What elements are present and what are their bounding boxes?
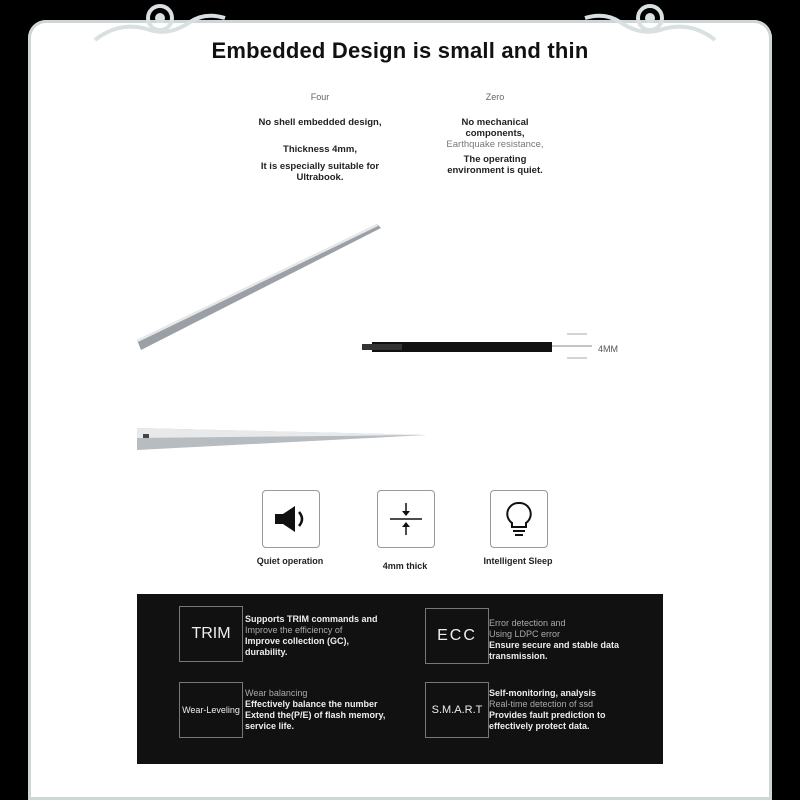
- smart-badge: S.M.A.R.T: [425, 682, 489, 738]
- ecc-line2: Using LDPC error: [489, 629, 561, 639]
- ssd-side-image: [362, 332, 597, 360]
- speaker-icon: [271, 504, 311, 534]
- ecc-line3: Ensure secure and stable data: [489, 640, 620, 650]
- quiet-icon-box: [262, 490, 320, 548]
- smart-line2: Real-time detection of ssd: [489, 699, 594, 709]
- right-line3: The operating environment is quiet.: [447, 154, 543, 176]
- thickness-icon-box: [377, 490, 435, 548]
- left-line3: It is especially suitable for Ultrabook.: [260, 161, 380, 183]
- smart-line1: Self-monitoring, analysis: [489, 688, 597, 698]
- trim-line4: durability.: [245, 647, 288, 657]
- left-line1: No shell embedded design,: [258, 117, 382, 128]
- sleep-caption: Intelligent Sleep: [483, 556, 553, 566]
- ecc-badge: ECC: [425, 608, 489, 664]
- right-line1: No mechanical components,: [461, 117, 529, 139]
- laptop-closed-image: [137, 420, 432, 460]
- ecc-line4: transmission.: [489, 651, 548, 661]
- thickness-icon: [386, 499, 426, 539]
- wear-line1: Wear balancing: [245, 688, 308, 698]
- left-column: [250, 92, 390, 183]
- wear-line2: Effectively balance the number: [245, 699, 378, 709]
- right-column: [440, 92, 550, 176]
- thickness-caption: 4mm thick: [382, 561, 428, 571]
- thickness-label: 4MM: [598, 344, 618, 354]
- ecc-text: [489, 618, 649, 662]
- left-line2: Thickness 4mm,: [283, 144, 357, 155]
- wear-text: [245, 688, 405, 732]
- wear-line4: service life.: [245, 721, 295, 731]
- laptop-open-image: [137, 222, 382, 352]
- wear-leveling-badge: Wear-Leveling: [179, 682, 243, 738]
- smart-text: [489, 688, 649, 732]
- right-line2: Earthquake resistance,: [446, 139, 544, 150]
- trim-text: [245, 614, 405, 658]
- wear-line3: Extend the(P/E) of flash memory,: [245, 710, 386, 720]
- trim-line1: Supports TRIM commands and: [245, 614, 378, 624]
- trim-line3: Improve collection (GC),: [245, 636, 350, 646]
- ecc-line1: Error detection and: [489, 618, 566, 628]
- page-title: Embedded Design is small and thin: [211, 38, 589, 63]
- smart-line4: effectively protect data.: [489, 721, 590, 731]
- quiet-caption: Quiet operation: [256, 556, 324, 566]
- trim-badge: TRIM: [179, 606, 243, 662]
- sleep-icon-box: [490, 490, 548, 548]
- bulb-icon: [502, 499, 536, 539]
- smart-line3: Provides fault prediction to: [489, 710, 606, 720]
- trim-line2: Improve the efficiency of: [245, 625, 343, 635]
- left-header: Four: [310, 92, 330, 102]
- right-header: Zero: [485, 92, 505, 102]
- features-panel: [137, 594, 663, 764]
